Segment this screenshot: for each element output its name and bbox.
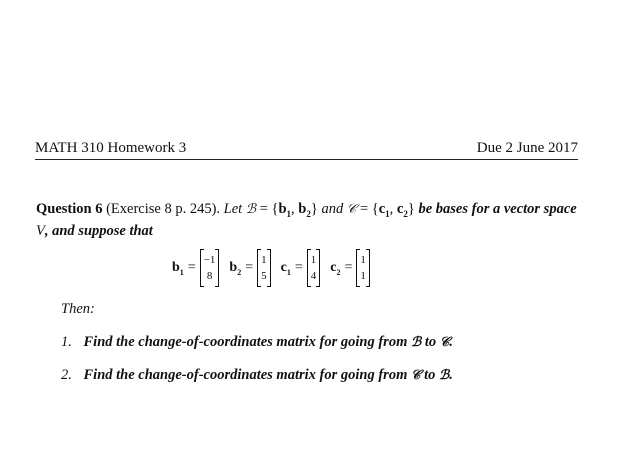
vector-letter: b <box>172 259 180 275</box>
vector-b1-sub: 1 <box>286 208 292 219</box>
question-source: (Exercise 8 p. 245). <box>106 201 221 217</box>
vector-subscript: 2 <box>336 267 341 277</box>
equals-sign: = <box>344 260 353 275</box>
vector-subscript: 1 <box>286 267 291 277</box>
vector-def-b1 <box>172 249 219 287</box>
vector-letter: c <box>330 259 337 275</box>
vector-def-c1 <box>281 249 321 287</box>
equals-sign: = <box>187 260 196 275</box>
vector-definitions <box>172 249 380 287</box>
page-header <box>35 140 578 160</box>
brace-close: } <box>310 201 318 217</box>
vector-b2-sub: 2 <box>306 208 311 219</box>
task-number: 2. <box>61 367 72 383</box>
task-text: Find the change-of-coordinates matrix for going from <box>83 334 408 350</box>
basis-b-symbol: ℬ <box>245 202 257 217</box>
vector-entry-bottom: 8 <box>206 270 213 282</box>
task-period: . <box>449 367 453 383</box>
column-vector <box>257 249 271 287</box>
vector-c2-sub: 2 <box>403 208 408 219</box>
vector-name <box>330 260 340 277</box>
task-to-word: to <box>424 334 437 350</box>
vector-subscript: 1 <box>179 267 184 277</box>
question-text <box>36 201 581 240</box>
vector-entry-bottom: 1 <box>360 270 366 282</box>
equals-sign: = <box>359 201 369 217</box>
comma: , <box>291 201 295 217</box>
equals-sign: = <box>259 201 268 217</box>
suppose-text: , and suppose that <box>44 222 153 239</box>
brace-open: { <box>371 201 379 217</box>
vector-def-b2 <box>229 249 270 287</box>
vector-def-c2 <box>330 249 370 287</box>
vector-name <box>172 260 184 277</box>
vector-b2: b <box>298 201 307 217</box>
task-number: 1. <box>61 334 72 350</box>
column-vector <box>200 249 220 287</box>
task-text: Find the change-of-coordinates matrix for going from <box>83 367 408 383</box>
task-to-word: to <box>424 367 436 383</box>
vector-c1: c <box>378 201 386 217</box>
vector-c2: c <box>396 201 404 217</box>
vector-entry-top: 1 <box>261 254 267 266</box>
vector-entry-top: −1 <box>203 254 216 266</box>
vector-subscript: 2 <box>237 267 242 277</box>
task-item-1 <box>61 334 453 351</box>
vector-b1: b <box>278 201 287 217</box>
due-date: Due 2 June 2017 <box>476 140 578 156</box>
basis-symbol-to: 𝒞 <box>439 335 450 350</box>
brace-close: } <box>407 201 415 217</box>
basis-symbol-from: ℬ <box>410 335 422 350</box>
vector-entry-bottom: 5 <box>261 270 267 282</box>
basis-c-symbol: 𝒞 <box>346 202 357 217</box>
brace-open: { <box>271 201 279 217</box>
and-word: and <box>321 201 344 217</box>
task-item-2 <box>61 367 453 384</box>
comma: , <box>389 201 394 217</box>
task-period: . <box>449 334 453 350</box>
basis-symbol-to: ℬ <box>439 368 450 383</box>
course-title: MATH 310 Homework 3 <box>35 140 187 156</box>
column-vector <box>307 249 321 287</box>
equals-sign: = <box>294 260 303 275</box>
vector-name <box>229 260 241 277</box>
be-bases-text: be bases for a vector space <box>418 201 577 217</box>
vector-entry-top: 1 <box>310 254 317 266</box>
let-word: Let <box>223 201 243 217</box>
space-variable: V <box>36 222 45 239</box>
vector-letter: b <box>229 259 238 275</box>
equals-sign: = <box>245 260 254 275</box>
vector-c1-sub: 1 <box>385 208 390 219</box>
basis-symbol-from: 𝒞 <box>410 368 421 383</box>
vector-letter: c <box>280 259 287 275</box>
vector-name <box>281 260 291 277</box>
vector-entry-top: 1 <box>360 254 366 266</box>
question-label: Question 6 <box>36 201 103 217</box>
column-vector <box>356 249 370 287</box>
then-label: Then: <box>61 301 95 317</box>
vector-entry-bottom: 4 <box>310 270 317 282</box>
